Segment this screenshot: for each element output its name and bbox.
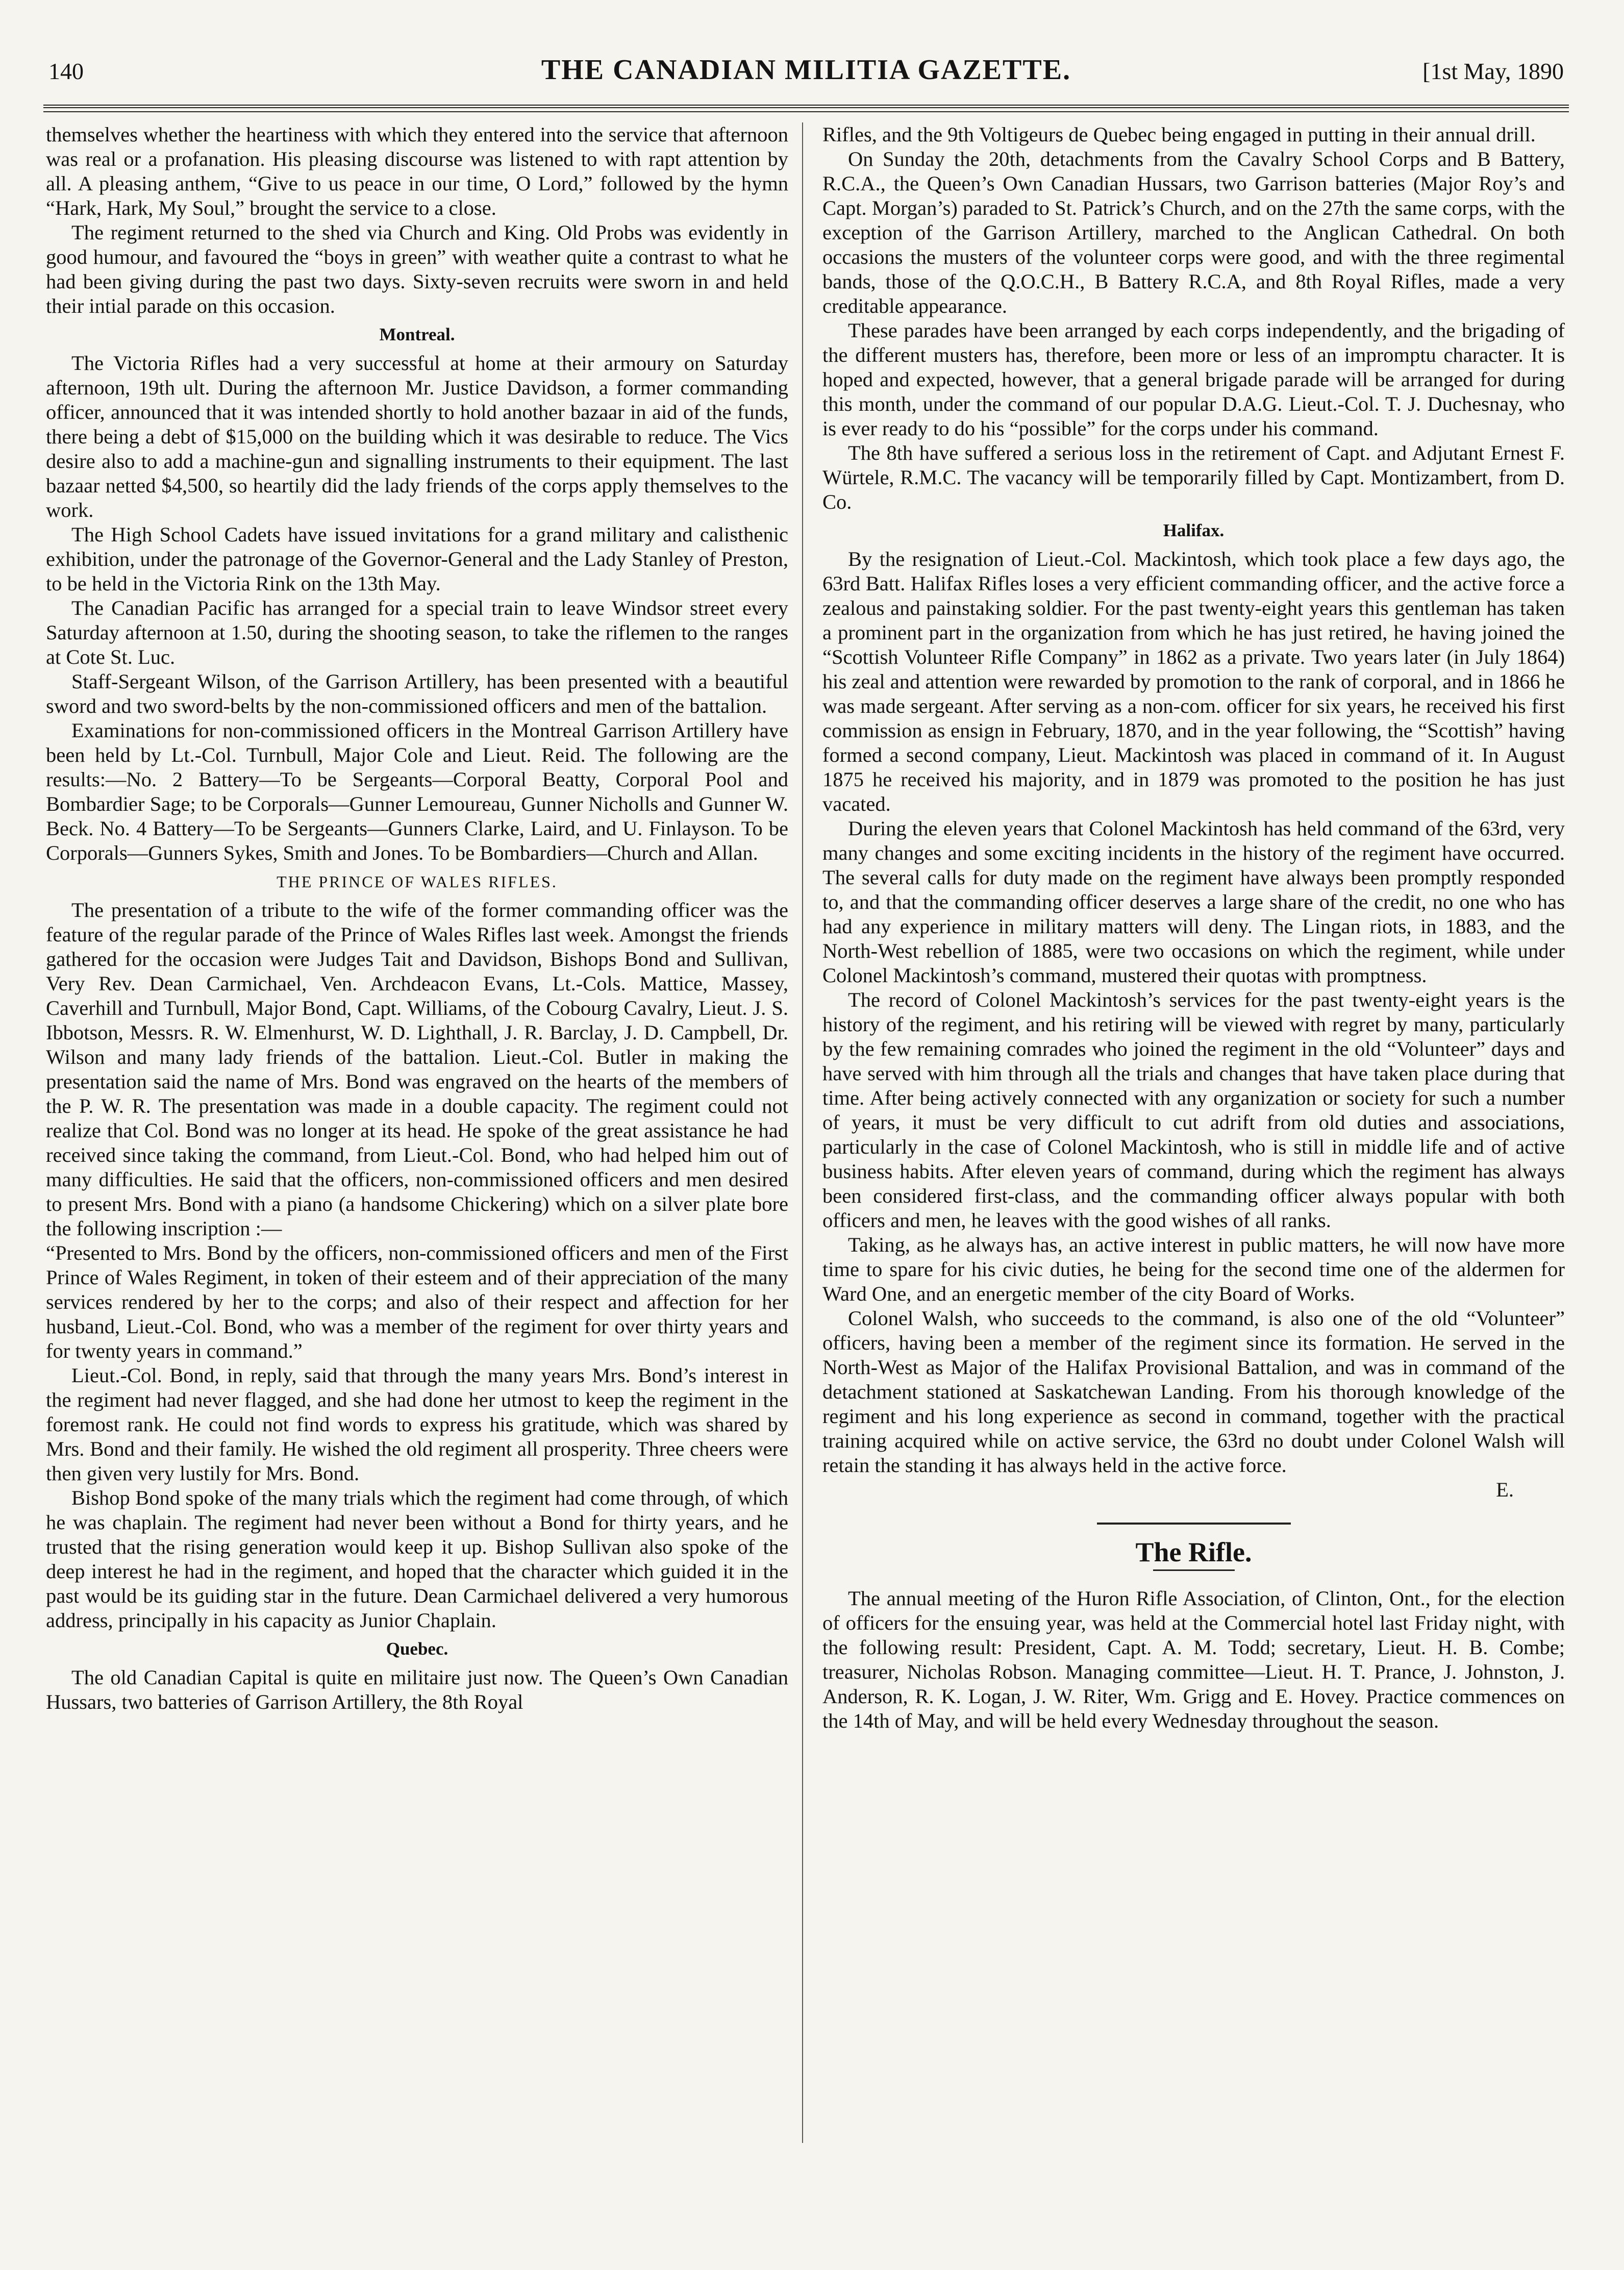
page-header (43, 48, 1569, 99)
paragraph: The Canadian Pacific has arranged for a special train to leave Windsor street every Saturday afternoon at 1.50, during the shooting season, to take the riflemen to the ranges at Cote St. Luc. (46, 596, 788, 668)
paragraph: By the resignation of Lieut.-Col. Mackintosh, which took place a few days ago, the 63rd Batt. Halifax Rifles loses a very efficient commanding officer, and the active force a zealous and painstaking soldier. For the past twenty-eight years this gentleman has taken a prominent part in the organization from which he has just retired, he having joined the “Scottish Volunteer Rifle Company” in 1862 as a private. Two years later (in July 1864) his zeal and attention were rewarded by promotion to the rank of corporal, and in 1866 he was made sergeant. After serving as a non-com. officer for six years, he received his first commission as ensign in February, 1870, and in the year following, the “Scottish” having formed a second company, Lieut. Mackintosh was placed in command of it. In August 1875 he received his majority, and in 1879 was promoted to the position he has just vacated. (822, 547, 1565, 815)
paragraph: The old Canadian Capital is quite en militaire just now. The Queen’s Own Canadian Hussars, two batteries of Garrison Artillery, the 8th Royal (46, 1666, 788, 1713)
masthead-title: THE CANADIAN MILITIA GAZETTE. (541, 54, 1071, 86)
paragraph: The presentation of a tribute to the wife of the former commanding officer was the feature of the regular parade of the Prince of Wales Rifles last week. Amongst the friends gathered for the occasion were Judges Tait and Davidson, Bishops Bond and Sullivan, Very Rev. Dean Carmichael, Ven. Archdeacon Evans, Lt.-Cols. Mattice, Massey, Caverhill and Turnbull, Major Bond, Capt. Williams, of the Cobourg Cavalry, Lieut. J. S. Ibbotson, Messrs. R. W. Elmenhurst, W. D. Lighthall, J. R. Barclay, J. D. Campbell, Dr. Wilson and many lady friends of the battalion. Lieut.-Col. Butler in making the presentation said the name of Mrs. Bond was engraved on the hearts of the members of the P. W. R. The presentation was made in a double capacity. The regiment could not realize that Col. Bond was no longer at its head. He spoke of the great assistance he had received since taking the command, from Lieut.-Col. Bond, who had helped him out of many difficulties. He said that the officers, non-commissioned officers and men desired to present Mrs. Bond with a piano (a handsome Chickering) which on a silver plate bore the following inscription :— (46, 899, 788, 1240)
paragraph: The Victoria Rifles had a very successful at home at their armoury on Saturday afternoon, 19th ult. During the afternoon Mr. Justice Davidson, a former commanding officer, announced that it was intended shortly to hold another bazaar in aid of the funds, there being a debt of $15,000 on the building which it was desirable to reduce. The Vics desire also to add a machine-gun and signalling instruments to their equipment. The last bazaar netted $4,500, so heartily did the lady friends of the corps apply themselves to the work. (46, 352, 788, 521)
section-heading-halifax: Halifax. (1163, 520, 1225, 540)
issue-date: [1st May, 1890 (1422, 58, 1564, 84)
paragraph: Bishop Bond spoke of the many trials which the regiment had come through, of which he was chaplain. The regiment had never been without a Bond for thirty years, and he trusted that the rising generation would keep it up. Bishop Sullivan also spoke of the deep interest he had in the regiment, and hoped that the character which guided it in the past would be its guiding star in the future. Dean Carmichael delivered a very humorous address, principally in his capacity as Junior Chaplain. (46, 1486, 788, 1632)
paragraph: On Sunday the 20th, detachments from the Cavalry School Corps and B Battery, R.C.A., the Queen’s Own Canadian Hussars, two Garrison batteries (Major Roy’s and Capt. Morgan’s) paraded to St. Patrick’s Church, and on the 27th the same corps, with the exception of the Garrison Artillery, marched to the Anglican Cathedral. On both occasions the musters of the volunteer corps were good, and with the three regimental bands, those of the Q.O.C.H., B Battery R.C.A, and 8th Royal Rifles, made a very creditable appearance. (822, 147, 1565, 317)
paragraph: themselves whether the heartiness with which they entered into the service that afternoon was real or a profanation. His pleasing discourse was listened to with rapt attention by all. A pleasing anthem, “Give to us peace in our time, O Lord,” followed by the hymn “Hark, Hark, My Soul,” brought the service to a close. (46, 123, 788, 219)
paragraph: The regiment returned to the shed via Church and King. Old Probs was evidently in good humour, and favoured the “boys in green” with weather quite a contrast to what he had been giving during the past two days. Sixty-seven recruits were sworn in and held their intial parade on this occasion. (46, 221, 788, 317)
header-rule (43, 105, 1569, 112)
title-underline (1153, 1569, 1235, 1571)
page-number: 140 (48, 58, 84, 84)
inscription-quote: “Presented to Mrs. Bond by the officers, non-commissioned officers and men of the First Prince of Wales Regiment, in token of their esteem and of their appreciation of the many services rendered by her to the corps; and also of their respect and affection for her husband, Lieut.-Col. Bond, who was a member of the regiment for over thirty years and for twenty years in command.” (46, 1241, 788, 1362)
paragraph: Examinations for non-commissioned officers in the Montreal Garrison Artillery have been held by Lt.-Col. Turnbull, Major Cole and Lieut. Reid. The following are the results:—No. 2 Battery—To be Sergeants—Corporal Beatty, Corporal Pool and Bombardier Sage; to be Corporals—Gunner Lemoureau, Gunner Nicholls and Gunner W. Beck. No. 4 Battery—To be Sergeants—Gunners Clarke, Laird, and U. Finlayson. To be Corporals—Gunners Sykes, Smith and Jones. To be Bombardiers—Church and Allan. (46, 719, 788, 864)
paragraph: Taking, as he always has, an active interest in public matters, he will now have more time to spare for his civic duties, he being for the second time one of the aldermen for Ward One, and an energetic member of the city Board of Works. (822, 1233, 1565, 1305)
paragraph: The High School Cadets have issued invitations for a grand military and calisthenic exhibition, under the patronage of the Governor-General and the Lady Stanley of Preston, to be held in the Victoria Rink on the 13th May. (46, 523, 788, 595)
paragraph: Rifles, and the 9th Voltigeurs de Quebec being engaged in putting in their annual drill. (822, 123, 1536, 146)
right-column (822, 122, 1565, 1733)
paragraph: Staff-Sergeant Wilson, of the Garrison Artillery, has been presented with a beautiful sword and two sword-belts by the non-commissioned officers and men of the battalion. (46, 670, 788, 717)
paragraph: Colonel Walsh, who succeeds to the command, is also one of the old “Volunteer” officers, having been a member of the regiment since its formation. He served in the North-West as Major of the Halifax Provisional Battalion, and was in command of the detachment stationed at Saskatchewan Landing. From his thorough knowledge of the regiment and his long experience as second in command, together with the practical training acquired while on active service, the 63rd no doubt under Colonel Walsh will retain the standing it has always held in the active force. (822, 1307, 1565, 1477)
paragraph: The annual meeting of the Huron Rifle Association, of Clinton, Ont., for the election of officers for the ensuing year, was held at the Commercial hotel last Friday night, with the following result: President, Capt. A. M. Todd; secretary, Lieut. H. B. Combe; treasurer, Nicholas Robson. Managing committee—Lieut. H. T. Prance, J. Johnston, J. Anderson, R. K. Logan, J. W. Riter, Wm. Grigg and E. Hovey. Practice commences on the 14th of May, and will be held every Wednesday throughout the season. (822, 1587, 1565, 1732)
author-signature: E. (1496, 1478, 1514, 1501)
section-heading-quebec: Quebec. (386, 1639, 448, 1659)
section-rule (1097, 1523, 1291, 1525)
paragraph: The record of Colonel Mackintosh’s services for the past twenty-eight years is the history of the regiment, and his retiring will be viewed with regret by many, particularly by the few remaining comrades who joined the regiment in the old “Volunteer” days and have served with him through all the trials and changes that have taken place during that time. After being actively connected with any organization or society for such a number of years, it must be very difficult to cut adrift from old duties and associations, particularly in the case of Colonel Mackintosh, who is still in middle life and of active business habits. After eleven years of command, during which the regiment has always been considered first-class, and the commanding officer always popular with both officers and men, he leaves with the good wishes of all ranks. (822, 988, 1565, 1232)
paragraph: During the eleven years that Colonel Mackintosh has held command of the 63rd, very many changes and some exciting incidents in the history of the regiment have occurred. The several calls for duty made on the regiment have always been promptly responded to, and that the commanding officer deserves a large share of the credit, no one who has had any experience in military matters will deny. The Lingan riots, in 1883, and the North-West rebellion of 1885, were two occasions on which the regiment, while under Colonel Mackintosh’s command, mustered their quotas with promptness. (822, 817, 1565, 987)
column-divider (802, 122, 803, 2143)
section-heading-montreal: Montreal. (379, 325, 455, 344)
left-column (46, 122, 788, 1714)
paragraph: Lieut.-Col. Bond, in reply, said that through the many years Mrs. Bond’s interest in the regiment had never flagged, and she had done her utmost to keep the regiment in the foremost rank. He could not find words to express his gratitude, which was shared by Mrs. Bond and their family. He wished the old regiment all prosperity. Three cheers were then given very lustily for Mrs. Bond. (46, 1364, 788, 1485)
paragraph: The 8th have suffered a serious loss in the retirement of Capt. and Adjutant Ernest F. Würtele, R.M.C. The vacancy will be temporarily filled by Capt. Montizambert, from D. Co. (822, 441, 1565, 513)
section-heading-rifle: The Rifle. (1135, 1537, 1252, 1567)
section-heading-pwr: THE PRINCE OF WALES RIFLES. (277, 872, 558, 891)
paragraph: These parades have been arranged by each corps independently, and the brigading of the different musters has, therefore, been more or less of an impromptu character. It is hoped and expected, however, that a general brigade parade will be arranged for during this month, under the command of our popular D.A.G. Lieut.-Col. T. J. Duchesnay, who is ever ready to do his “possible” for the corps under his command. (822, 319, 1565, 440)
